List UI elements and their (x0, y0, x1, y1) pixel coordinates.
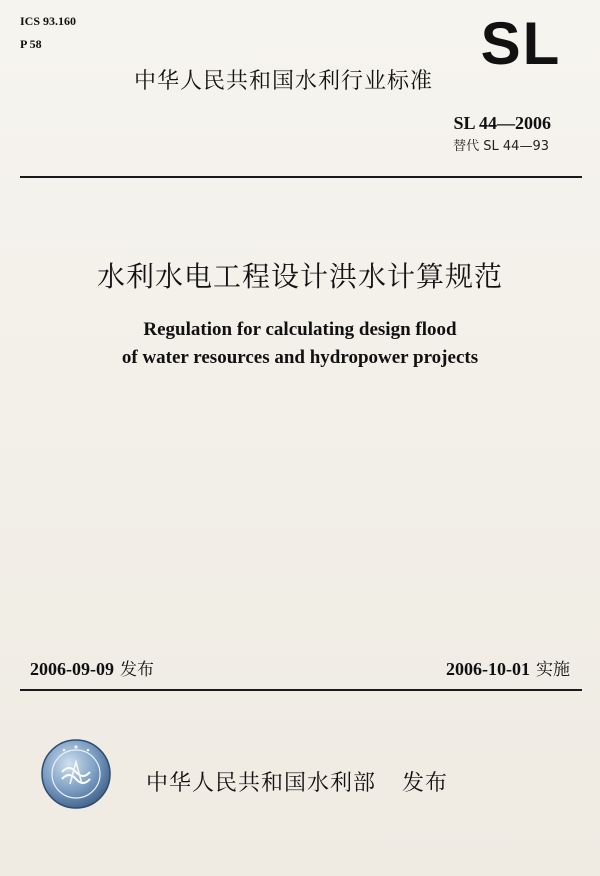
svg-text:SL: SL (480, 14, 562, 74)
document-title-en-line1: Regulation for calculating design flood (143, 319, 457, 340)
publisher-name: 中华人民共和国水利部 (146, 771, 377, 796)
ministry-seal-icon (40, 738, 112, 810)
footer-divider (20, 689, 582, 691)
issue-date (30, 657, 154, 682)
category-code: P 58 (20, 37, 42, 51)
document-title-en-line2: of water resources and hydropower projects (121, 347, 479, 368)
issue-date-value: 2006-09-09 (30, 659, 114, 679)
document-title-zh: 水利水电工程设计洪水计算规范 (96, 260, 503, 293)
implementation-date (446, 657, 570, 682)
publisher-line (146, 770, 448, 798)
industry-standard-title: 中华人民共和国水利行业标准 (134, 69, 434, 94)
ics-code: ICS 93.160 (20, 14, 77, 28)
publish-word: 发布 (402, 771, 449, 796)
issue-date-suffix: 发布 (120, 660, 154, 680)
header-divider (20, 176, 582, 178)
sl-logo-icon (462, 14, 580, 74)
standard-number: SL 44—2006 (453, 113, 551, 133)
implementation-date-suffix: 实施 (536, 660, 570, 680)
implementation-date-value: 2006-10-01 (446, 659, 530, 679)
replaces-note: 替代 SL 44—93 (453, 139, 549, 154)
